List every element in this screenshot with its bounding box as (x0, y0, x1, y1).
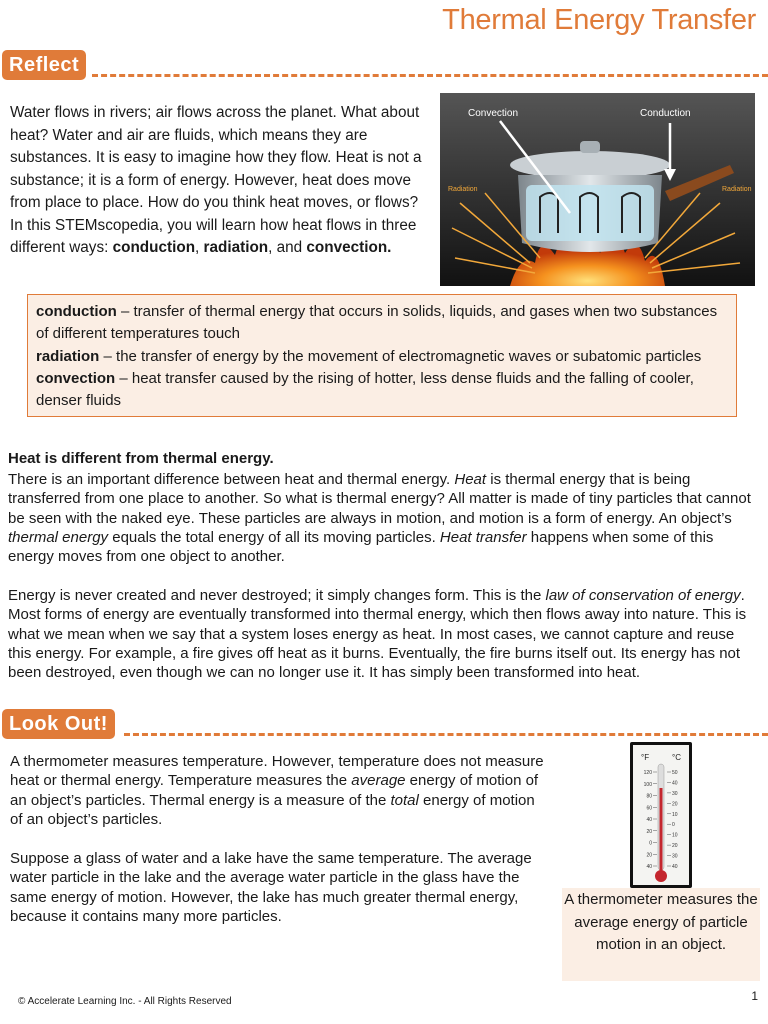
lookout-paragraph-2: Suppose a glass of water and a lake have the same temperature. The average water particle in the lake and the average water particle in the glass have the same energy of motion. However, the lake has much greater thermal energy, because it contains many more particles. (10, 850, 532, 926)
vocab-term: convection (36, 369, 116, 387)
scale-tick-label: 40 (672, 780, 678, 787)
scale-tick-label: 20 (646, 828, 652, 835)
page-title: Thermal Energy Transfer (442, 4, 756, 36)
vocab-item-conduction (36, 301, 726, 346)
text-run: There is an important difference between heat and thermal energy. (8, 471, 455, 488)
vocab-term: conduction (36, 303, 117, 320)
footer-copyright: © Accelerate Learning Inc. - All Rights Reserved (18, 996, 232, 1007)
scale-tick-label: 30 (672, 790, 678, 797)
scale-tick-label: 40 (646, 864, 652, 870)
italic-term: total (390, 791, 419, 809)
separator: , (195, 239, 204, 256)
scale-tick-label: 60 (646, 805, 652, 812)
thermometer-caption: A thermometer measures the average energy of particle motion in an object. (562, 888, 760, 981)
reflect-tab: Reflect (2, 50, 86, 80)
term-convection: convection. (306, 239, 392, 256)
vocabulary-box (27, 294, 737, 417)
italic-term: Heat transfer (439, 528, 527, 546)
scale-tick-label: 40 (672, 864, 678, 870)
scale-tick-label: 100 (643, 781, 652, 788)
italic-term: law of conservation of energy (545, 587, 741, 604)
celsius-unit: °C (672, 753, 681, 762)
text-run: happens when some of this energy moves from one object to another. (8, 528, 714, 566)
fahrenheit-unit: °F (641, 753, 650, 762)
thermometer-illustration (630, 742, 692, 888)
term-radiation: radiation (203, 239, 269, 256)
label-radiation-left: Radiation (448, 186, 478, 193)
reflect-section-header (0, 50, 768, 82)
scale-tick-label: 30 (672, 853, 678, 860)
thermometer-liquid (660, 788, 663, 872)
scale-tick-label: 40 (646, 817, 652, 823)
italic-term: thermal energy (8, 528, 109, 546)
vocab-term: radiation (36, 347, 100, 365)
text-run: equals the total energy of all its moving particles. (108, 528, 440, 546)
heat-paragraph-1 (8, 470, 760, 566)
reflect-text: Water flows in rivers; air flows across the planet. What about heat? Water and air are fluids, which means they are substances. It is easy to imagine how they flow. Heat is not a substance; it is a form of energy. However, heat does move from place to place. How do you think heat moves, or flows? In this STEMscopedia, you will learn how heat flows in three different ways: (10, 104, 422, 256)
scale-tick-label: 20 (646, 852, 652, 859)
heat-subheading: Heat is different from thermal energy. (8, 450, 274, 467)
scale-tick-label: 0 (672, 822, 675, 829)
lookout-section-header (0, 709, 768, 741)
italic-term: Heat (454, 471, 487, 488)
vocab-item-convection (36, 368, 726, 413)
text-run: . Most forms of energy are eventually transformed into thermal energy, which then flows away into nature. This is what we mean when we say that a system loses energy as heat. In most cases, we cannot capture and reuse this energy. For example, a fire gives off heat as it burns. Eventually, the fire burns itself out. Its energy has not been destroyed, even though we can no longer use it. It has simply been transformed into heat. (8, 587, 747, 682)
lookout-tab: Look Out! (2, 709, 115, 739)
text-run: Energy is never created and never destroyed; it simply changes form. This is the (8, 587, 546, 604)
vocab-definition: – the transfer of energy by the movement of electromagnetic waves or subatomic particles (99, 347, 702, 365)
lookout-paragraph-1 (10, 752, 550, 830)
scale-tick-label: 10 (672, 832, 678, 839)
heat-transfer-illustration (440, 93, 755, 286)
term-conduction: conduction (112, 239, 196, 256)
scale-tick-label: 0 (649, 840, 652, 847)
lid-knob (580, 141, 600, 153)
text-run: energy of motion of an object’s particles. (10, 791, 535, 829)
scale-tick-label: 120 (643, 770, 652, 776)
page-number: 1 (751, 989, 758, 1003)
scale-tick-label: 10 (672, 811, 678, 818)
scale-tick-label: 20 (672, 843, 678, 850)
scale-tick-label: 50 (672, 770, 678, 776)
lookout-divider (124, 733, 768, 736)
text-run: A thermometer measures temperature. However, temperature does not measure heat or thermal energy. Temperature measures the (10, 753, 544, 790)
scale-tick-label: 20 (672, 801, 678, 808)
scale-tick-label: 80 (646, 793, 652, 800)
reflect-divider (92, 74, 768, 77)
reflect-paragraph (10, 102, 430, 260)
separator: , and (268, 239, 307, 256)
label-radiation-right: Radiation (722, 186, 752, 193)
italic-term: average (351, 772, 406, 790)
thermometer-bulb (655, 870, 667, 882)
vocab-definition: – heat transfer caused by the rising of hotter, less dense fluids and the falling of cooler, denser fluids (36, 369, 694, 410)
vocab-definition: – transfer of thermal energy that occurs in solids, liquids, and gases when two substances of different temperatures touch (36, 303, 718, 343)
text-run: energy of motion of an object’s particles. Thermal energy is a measure of the (10, 772, 539, 809)
heat-paragraph-2 (8, 586, 760, 682)
text-run: is thermal energy that is being transferred from one place to another. So what is thermal energy? All matter is made of tiny particles that cannot be seen with the naked eye. These particles are always in motion, and motion is a form of energy. An object’s (8, 471, 751, 527)
label-conduction: Conduction (640, 108, 691, 119)
label-convection: Convection (468, 108, 519, 119)
vocab-item-radiation (36, 346, 726, 368)
